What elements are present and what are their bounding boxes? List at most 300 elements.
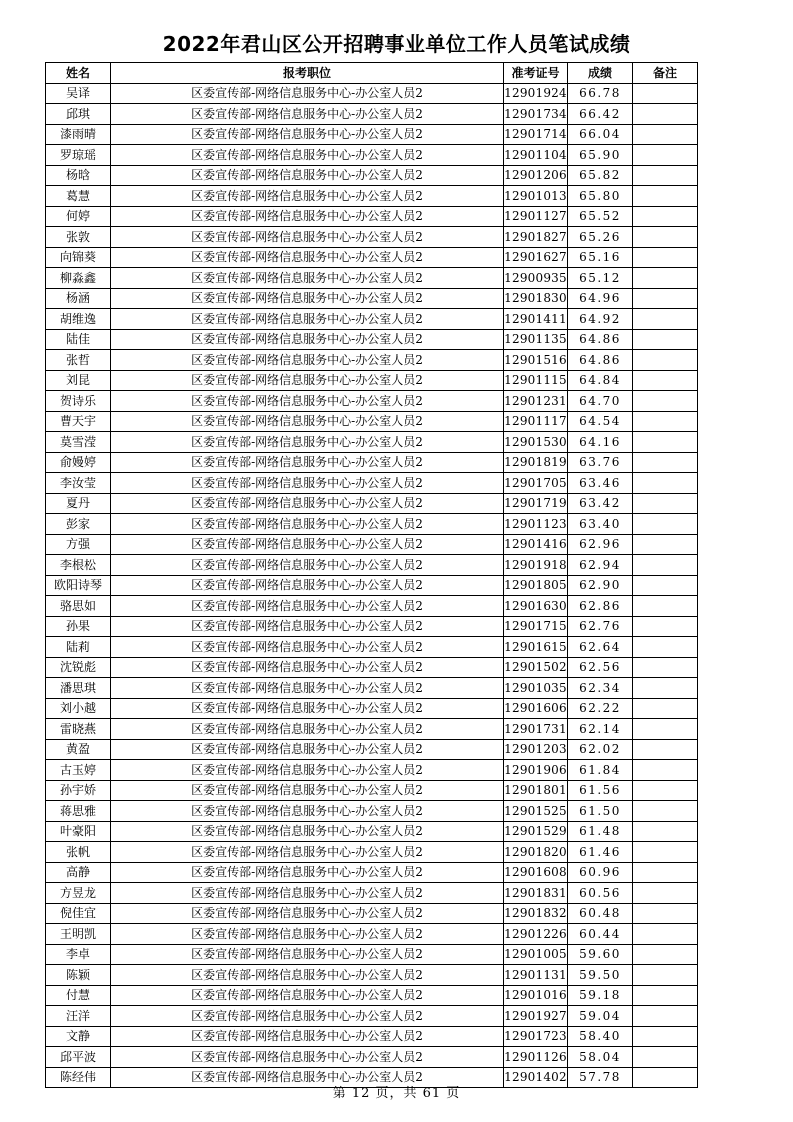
cell-remark: [633, 698, 698, 719]
cell-ticket: 12901819: [504, 452, 568, 473]
cell-name: 潘思琪: [46, 678, 111, 699]
cell-position: 区委宣传部-网络信息服务中心-办公室人员2: [111, 391, 504, 412]
cell-name: 张敦: [46, 227, 111, 248]
cell-position: 区委宣传部-网络信息服务中心-办公室人员2: [111, 247, 504, 268]
cell-ticket: 12901832: [504, 903, 568, 924]
cell-ticket: 12901126: [504, 1047, 568, 1068]
cell-score: 64.70: [568, 391, 633, 412]
cell-score: 64.84: [568, 370, 633, 391]
cell-score: 62.56: [568, 657, 633, 678]
cell-score: 64.16: [568, 432, 633, 453]
cell-remark: [633, 944, 698, 965]
cell-remark: [633, 227, 698, 248]
cell-remark: [633, 165, 698, 186]
cell-name: 倪佳宜: [46, 903, 111, 924]
cell-remark: [633, 432, 698, 453]
cell-position: 区委宣传部-网络信息服务中心-办公室人员2: [111, 637, 504, 658]
cell-score: 62.76: [568, 616, 633, 637]
cell-position: 区委宣传部-网络信息服务中心-办公室人员2: [111, 206, 504, 227]
cell-position: 区委宣传部-网络信息服务中心-办公室人员2: [111, 985, 504, 1006]
cell-score: 65.80: [568, 186, 633, 207]
cell-name: 邱平波: [46, 1047, 111, 1068]
cell-remark: [633, 719, 698, 740]
cell-ticket: 12901416: [504, 534, 568, 555]
table-row: [46, 288, 698, 309]
table-row: [46, 1026, 698, 1047]
cell-name: 孙果: [46, 616, 111, 637]
cell-position: 区委宣传部-网络信息服务中心-办公室人员2: [111, 719, 504, 740]
cell-score: 62.94: [568, 555, 633, 576]
cell-ticket: 12901530: [504, 432, 568, 453]
cell-score: 59.04: [568, 1006, 633, 1027]
cell-score: 62.22: [568, 698, 633, 719]
cell-name: 张哲: [46, 350, 111, 371]
cell-ticket: 12901731: [504, 719, 568, 740]
results-table: [45, 62, 698, 1088]
cell-position: 区委宣传部-网络信息服务中心-办公室人员2: [111, 309, 504, 330]
table-row: [46, 534, 698, 555]
cell-name: 杨晗: [46, 165, 111, 186]
cell-score: 65.16: [568, 247, 633, 268]
cell-ticket: 12901013: [504, 186, 568, 207]
cell-score: 63.40: [568, 514, 633, 535]
cell-position: 区委宣传部-网络信息服务中心-办公室人员2: [111, 657, 504, 678]
table-row: [46, 924, 698, 945]
cell-name: 雷晓燕: [46, 719, 111, 740]
cell-name: 曹天宇: [46, 411, 111, 432]
cell-score: 61.84: [568, 760, 633, 781]
table-row: [46, 780, 698, 801]
cell-position: 区委宣传部-网络信息服务中心-办公室人员2: [111, 165, 504, 186]
cell-remark: [633, 493, 698, 514]
table-row: [46, 83, 698, 104]
cell-position: 区委宣传部-网络信息服务中心-办公室人员2: [111, 288, 504, 309]
cell-ticket: 12901231: [504, 391, 568, 412]
cell-score: 65.90: [568, 145, 633, 166]
cell-remark: [633, 903, 698, 924]
cell-position: 区委宣传部-网络信息服务中心-办公室人员2: [111, 575, 504, 596]
table-row: [46, 616, 698, 637]
cell-name: 陆莉: [46, 637, 111, 658]
cell-position: 区委宣传部-网络信息服务中心-办公室人员2: [111, 124, 504, 145]
cell-remark: [633, 801, 698, 822]
table-row: [46, 637, 698, 658]
cell-name: 黄盈: [46, 739, 111, 760]
cell-remark: [633, 473, 698, 494]
cell-name: 汪洋: [46, 1006, 111, 1027]
cell-ticket: 12901820: [504, 842, 568, 863]
cell-name: 刘小越: [46, 698, 111, 719]
cell-score: 65.52: [568, 206, 633, 227]
cell-remark: [633, 862, 698, 883]
cell-position: 区委宣传部-网络信息服务中心-办公室人员2: [111, 739, 504, 760]
table-row: [46, 760, 698, 781]
cell-score: 59.50: [568, 965, 633, 986]
cell-score: 61.46: [568, 842, 633, 863]
cell-name: 杨涵: [46, 288, 111, 309]
table-row: [46, 391, 698, 412]
cell-ticket: 12901206: [504, 165, 568, 186]
cell-ticket: 12901005: [504, 944, 568, 965]
cell-score: 62.14: [568, 719, 633, 740]
cell-score: 61.56: [568, 780, 633, 801]
table-row: [46, 678, 698, 699]
cell-ticket: 12901719: [504, 493, 568, 514]
table-row: [46, 206, 698, 227]
cell-ticket: 12901805: [504, 575, 568, 596]
cell-remark: [633, 268, 698, 289]
cell-position: 区委宣传部-网络信息服务中心-办公室人员2: [111, 903, 504, 924]
cell-score: 66.04: [568, 124, 633, 145]
cell-name: 沈锐彪: [46, 657, 111, 678]
cell-score: 58.04: [568, 1047, 633, 1068]
cell-ticket: 12901630: [504, 596, 568, 617]
table-row: [46, 1006, 698, 1027]
cell-position: 区委宣传部-网络信息服务中心-办公室人员2: [111, 473, 504, 494]
cell-remark: [633, 678, 698, 699]
cell-score: 62.64: [568, 637, 633, 658]
cell-ticket: 12901402: [504, 1067, 568, 1088]
table-row: [46, 698, 698, 719]
cell-ticket: 12901127: [504, 206, 568, 227]
cell-name: 罗琼瑶: [46, 145, 111, 166]
cell-ticket: 12901918: [504, 555, 568, 576]
cell-ticket: 12901723: [504, 1026, 568, 1047]
cell-position: 区委宣传部-网络信息服务中心-办公室人员2: [111, 534, 504, 555]
cell-name: 文静: [46, 1026, 111, 1047]
cell-name: 付慧: [46, 985, 111, 1006]
cell-remark: [633, 534, 698, 555]
cell-ticket: 12901827: [504, 227, 568, 248]
cell-position: 区委宣传部-网络信息服务中心-办公室人员2: [111, 862, 504, 883]
cell-ticket: 12901117: [504, 411, 568, 432]
cell-ticket: 12901924: [504, 83, 568, 104]
cell-name: 陈经伟: [46, 1067, 111, 1088]
cell-ticket: 12900935: [504, 268, 568, 289]
cell-position: 区委宣传部-网络信息服务中心-办公室人员2: [111, 452, 504, 473]
cell-ticket: 12901830: [504, 288, 568, 309]
table-row: [46, 309, 698, 330]
cell-ticket: 12901714: [504, 124, 568, 145]
table-row: [46, 1067, 698, 1088]
cell-position: 区委宣传部-网络信息服务中心-办公室人员2: [111, 514, 504, 535]
cell-position: 区委宣传部-网络信息服务中心-办公室人员2: [111, 370, 504, 391]
cell-score: 61.48: [568, 821, 633, 842]
table-header-row: [46, 63, 698, 84]
cell-position: 区委宣传部-网络信息服务中心-办公室人员2: [111, 227, 504, 248]
cell-remark: [633, 124, 698, 145]
cell-name: 欧阳诗琴: [46, 575, 111, 596]
cell-name: 夏丹: [46, 493, 111, 514]
cell-ticket: 12901411: [504, 309, 568, 330]
cell-ticket: 12901516: [504, 350, 568, 371]
cell-name: 高静: [46, 862, 111, 883]
cell-remark: [633, 370, 698, 391]
cell-remark: [633, 760, 698, 781]
cell-remark: [633, 657, 698, 678]
cell-name: 彭家: [46, 514, 111, 535]
cell-score: 57.78: [568, 1067, 633, 1088]
cell-score: 60.56: [568, 883, 633, 904]
cell-remark: [633, 780, 698, 801]
cell-name: 葛慧: [46, 186, 111, 207]
cell-ticket: 12901115: [504, 370, 568, 391]
cell-score: 58.40: [568, 1026, 633, 1047]
table-row: [46, 124, 698, 145]
cell-ticket: 12901525: [504, 801, 568, 822]
cell-name: 李根松: [46, 555, 111, 576]
cell-score: 60.48: [568, 903, 633, 924]
table-row: [46, 944, 698, 965]
cell-position: 区委宣传部-网络信息服务中心-办公室人员2: [111, 1067, 504, 1088]
cell-name: 骆思如: [46, 596, 111, 617]
cell-ticket: 12901104: [504, 145, 568, 166]
cell-score: 62.34: [568, 678, 633, 699]
cell-position: 区委宣传部-网络信息服务中心-办公室人员2: [111, 883, 504, 904]
cell-remark: [633, 739, 698, 760]
cell-position: 区委宣传部-网络信息服务中心-办公室人员2: [111, 842, 504, 863]
cell-remark: [633, 452, 698, 473]
table-row: [46, 883, 698, 904]
cell-score: 64.86: [568, 329, 633, 350]
cell-score: 63.46: [568, 473, 633, 494]
table-row: [46, 227, 698, 248]
cell-name: 王明凯: [46, 924, 111, 945]
cell-score: 64.96: [568, 288, 633, 309]
table-row: [46, 965, 698, 986]
table-row: [46, 903, 698, 924]
cell-position: 区委宣传部-网络信息服务中心-办公室人员2: [111, 821, 504, 842]
column-header-name: 姓名: [46, 63, 111, 84]
cell-position: 区委宣传部-网络信息服务中心-办公室人员2: [111, 329, 504, 350]
cell-name: 方昱龙: [46, 883, 111, 904]
table-row: [46, 411, 698, 432]
cell-remark: [633, 1026, 698, 1047]
cell-name: 何婷: [46, 206, 111, 227]
cell-position: 区委宣传部-网络信息服务中心-办公室人员2: [111, 432, 504, 453]
page-footer: 第 12 页，共 61 页: [332, 1086, 461, 1101]
cell-ticket: 12901734: [504, 104, 568, 125]
cell-position: 区委宣传部-网络信息服务中心-办公室人员2: [111, 1026, 504, 1047]
column-header-position: 报考职位: [111, 63, 504, 84]
cell-remark: [633, 637, 698, 658]
cell-name: 蒋思雅: [46, 801, 111, 822]
cell-remark: [633, 411, 698, 432]
table-row: [46, 329, 698, 350]
cell-position: 区委宣传部-网络信息服务中心-办公室人员2: [111, 83, 504, 104]
table-row: [46, 555, 698, 576]
cell-remark: [633, 596, 698, 617]
cell-score: 63.76: [568, 452, 633, 473]
column-header-ticket: 准考证号: [504, 63, 568, 84]
cell-name: 陈颖: [46, 965, 111, 986]
table-row: [46, 801, 698, 822]
page-title: 2022年君山区公开招聘事业单位工作人员笔试成绩: [162, 32, 631, 56]
cell-score: 64.86: [568, 350, 633, 371]
cell-ticket: 12901705: [504, 473, 568, 494]
cell-name: 方强: [46, 534, 111, 555]
table-row: [46, 165, 698, 186]
cell-score: 62.96: [568, 534, 633, 555]
cell-position: 区委宣传部-网络信息服务中心-办公室人员2: [111, 678, 504, 699]
cell-name: 李汝莹: [46, 473, 111, 494]
cell-name: 贺诗乐: [46, 391, 111, 412]
table-row: [46, 370, 698, 391]
cell-name: 古玉婷: [46, 760, 111, 781]
cell-ticket: 12901606: [504, 698, 568, 719]
results-body: [46, 83, 698, 1088]
cell-score: 62.86: [568, 596, 633, 617]
cell-remark: [633, 555, 698, 576]
cell-position: 区委宣传部-网络信息服务中心-办公室人员2: [111, 104, 504, 125]
cell-score: 61.50: [568, 801, 633, 822]
table-row: [46, 473, 698, 494]
cell-ticket: 12901529: [504, 821, 568, 842]
cell-position: 区委宣传部-网络信息服务中心-办公室人员2: [111, 268, 504, 289]
cell-name: 陆佳: [46, 329, 111, 350]
cell-score: 59.18: [568, 985, 633, 1006]
table-row: [46, 452, 698, 473]
cell-ticket: 12901906: [504, 760, 568, 781]
cell-position: 区委宣传部-网络信息服务中心-办公室人员2: [111, 493, 504, 514]
table-row: [46, 739, 698, 760]
cell-score: 62.90: [568, 575, 633, 596]
cell-position: 区委宣传部-网络信息服务中心-办公室人员2: [111, 596, 504, 617]
table-row: [46, 657, 698, 678]
cell-ticket: 12901927: [504, 1006, 568, 1027]
cell-ticket: 12901615: [504, 637, 568, 658]
cell-remark: [633, 391, 698, 412]
cell-remark: [633, 83, 698, 104]
cell-score: 64.54: [568, 411, 633, 432]
cell-score: 63.42: [568, 493, 633, 514]
table-row: [46, 596, 698, 617]
cell-position: 区委宣传部-网络信息服务中心-办公室人员2: [111, 965, 504, 986]
cell-score: 62.02: [568, 739, 633, 760]
cell-name: 吴译: [46, 83, 111, 104]
cell-remark: [633, 186, 698, 207]
cell-name: 俞嫚婷: [46, 452, 111, 473]
cell-name: 张帆: [46, 842, 111, 863]
cell-ticket: 12901801: [504, 780, 568, 801]
cell-position: 区委宣传部-网络信息服务中心-办公室人员2: [111, 555, 504, 576]
cell-name: 孙宇娇: [46, 780, 111, 801]
cell-position: 区委宣传部-网络信息服务中心-办公室人员2: [111, 1006, 504, 1027]
table-row: [46, 186, 698, 207]
cell-name: 向锦葵: [46, 247, 111, 268]
table-row: [46, 842, 698, 863]
cell-remark: [633, 247, 698, 268]
cell-ticket: 12901715: [504, 616, 568, 637]
cell-score: 64.92: [568, 309, 633, 330]
cell-ticket: 12901135: [504, 329, 568, 350]
cell-position: 区委宣传部-网络信息服务中心-办公室人员2: [111, 760, 504, 781]
cell-remark: [633, 1067, 698, 1088]
cell-remark: [633, 288, 698, 309]
cell-remark: [633, 1006, 698, 1027]
cell-position: 区委宣传部-网络信息服务中心-办公室人员2: [111, 145, 504, 166]
cell-position: 区委宣传部-网络信息服务中心-办公室人员2: [111, 411, 504, 432]
cell-remark: [633, 821, 698, 842]
table-row: [46, 493, 698, 514]
cell-position: 区委宣传部-网络信息服务中心-办公室人员2: [111, 186, 504, 207]
cell-position: 区委宣传部-网络信息服务中心-办公室人员2: [111, 944, 504, 965]
table-row: [46, 821, 698, 842]
cell-remark: [633, 1047, 698, 1068]
cell-score: 60.44: [568, 924, 633, 945]
cell-name: 叶豪阳: [46, 821, 111, 842]
cell-name: 漆雨晴: [46, 124, 111, 145]
table-row: [46, 104, 698, 125]
cell-name: 柳淼鑫: [46, 268, 111, 289]
cell-remark: [633, 206, 698, 227]
cell-remark: [633, 616, 698, 637]
cell-remark: [633, 104, 698, 125]
cell-remark: [633, 985, 698, 1006]
cell-score: 65.26: [568, 227, 633, 248]
cell-ticket: 12901123: [504, 514, 568, 535]
cell-ticket: 12901627: [504, 247, 568, 268]
cell-position: 区委宣传部-网络信息服务中心-办公室人员2: [111, 350, 504, 371]
cell-name: 李卓: [46, 944, 111, 965]
cell-position: 区委宣传部-网络信息服务中心-办公室人员2: [111, 616, 504, 637]
table-row: [46, 432, 698, 453]
table-row: [46, 268, 698, 289]
cell-score: 65.12: [568, 268, 633, 289]
cell-ticket: 12901608: [504, 862, 568, 883]
cell-remark: [633, 514, 698, 535]
cell-score: 66.78: [568, 83, 633, 104]
cell-remark: [633, 309, 698, 330]
table-row: [46, 145, 698, 166]
cell-remark: [633, 883, 698, 904]
cell-remark: [633, 350, 698, 371]
table-row: [46, 575, 698, 596]
cell-ticket: 12901203: [504, 739, 568, 760]
cell-name: 莫雪滢: [46, 432, 111, 453]
cell-ticket: 12901016: [504, 985, 568, 1006]
cell-name: 刘昆: [46, 370, 111, 391]
cell-position: 区委宣传部-网络信息服务中心-办公室人员2: [111, 801, 504, 822]
cell-remark: [633, 924, 698, 945]
cell-ticket: 12901035: [504, 678, 568, 699]
cell-score: 66.42: [568, 104, 633, 125]
cell-ticket: 12901502: [504, 657, 568, 678]
cell-ticket: 12901226: [504, 924, 568, 945]
table-row: [46, 514, 698, 535]
cell-remark: [633, 329, 698, 350]
cell-remark: [633, 145, 698, 166]
cell-remark: [633, 575, 698, 596]
column-header-remark: 备注: [633, 63, 698, 84]
cell-score: 59.60: [568, 944, 633, 965]
cell-position: 区委宣传部-网络信息服务中心-办公室人员2: [111, 924, 504, 945]
cell-ticket: 12901831: [504, 883, 568, 904]
cell-name: 邱琪: [46, 104, 111, 125]
cell-position: 区委宣传部-网络信息服务中心-办公室人员2: [111, 698, 504, 719]
cell-score: 60.96: [568, 862, 633, 883]
cell-position: 区委宣传部-网络信息服务中心-办公室人员2: [111, 1047, 504, 1068]
cell-remark: [633, 842, 698, 863]
cell-position: 区委宣传部-网络信息服务中心-办公室人员2: [111, 780, 504, 801]
cell-ticket: 12901131: [504, 965, 568, 986]
table-row: [46, 1047, 698, 1068]
cell-remark: [633, 965, 698, 986]
table-row: [46, 719, 698, 740]
cell-score: 65.82: [568, 165, 633, 186]
table-row: [46, 862, 698, 883]
cell-name: 胡维逸: [46, 309, 111, 330]
